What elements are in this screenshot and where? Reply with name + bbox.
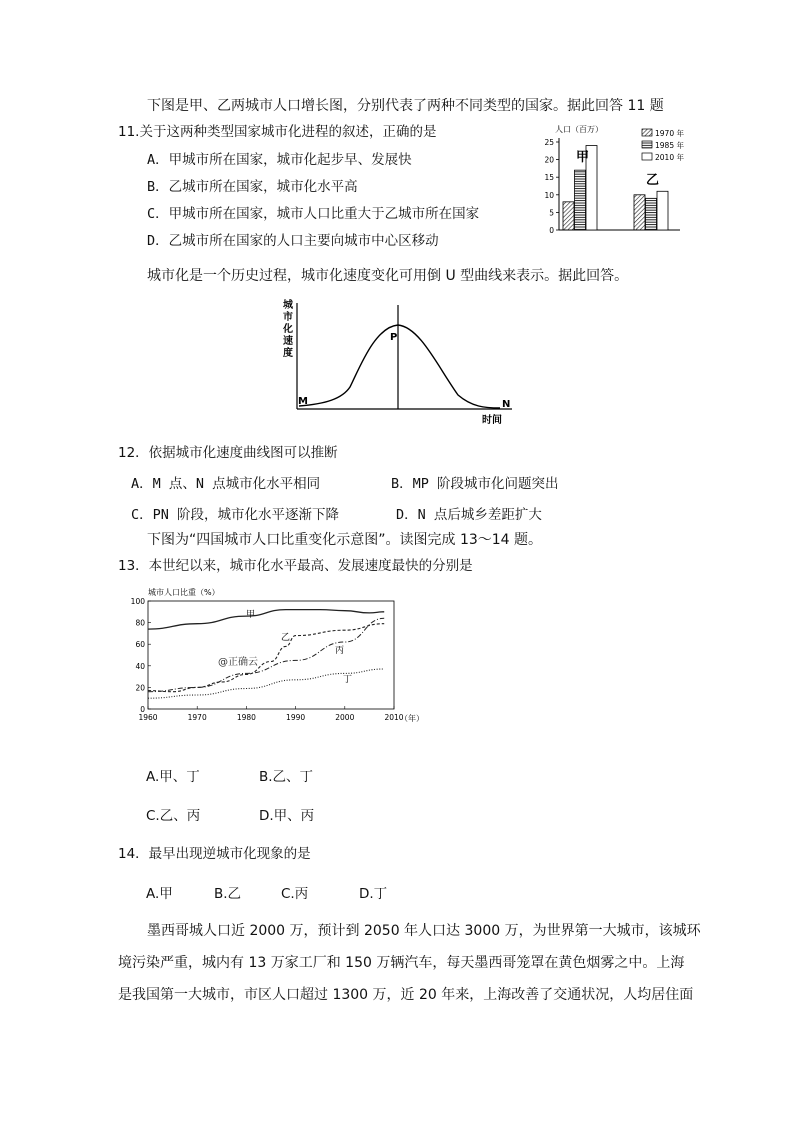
line-xtick-label: 2010 bbox=[384, 713, 404, 722]
bar-乙-1985年 bbox=[646, 198, 657, 230]
line-chart-ylabel: 城市人口比重（%） bbox=[148, 588, 220, 597]
bar-ytick-label: 15 bbox=[544, 173, 554, 183]
bar-ytick-label: 25 bbox=[544, 138, 554, 147]
q11-option-a: A．甲城市所在国家，城市化起步早、发展快 bbox=[147, 152, 412, 168]
curve-point-p: P bbox=[390, 332, 398, 343]
line-ytick-label: 60 bbox=[135, 640, 145, 650]
curve-ylabel-char-4: 速 bbox=[283, 336, 293, 347]
bar-group-label-yi: 乙 bbox=[646, 173, 660, 188]
series-label-jia: 甲 bbox=[246, 610, 256, 620]
q13-option-c: C.乙、丙 bbox=[146, 808, 201, 824]
bar-group-label-jia: 甲 bbox=[576, 150, 590, 165]
q11-option-c: C．甲城市所在国家，城市人口比重大于乙城市所在国家 bbox=[147, 206, 480, 222]
passage-line-1: 墨西哥城人口近 2000 万，预计到 2050 年人口达 3000 万，为世界第一大城市，该城环 bbox=[147, 923, 701, 939]
series-line-甲 bbox=[148, 610, 384, 630]
legend-label-2010: 2010 年 bbox=[655, 153, 684, 162]
curve-point-n: N bbox=[502, 399, 511, 410]
curve-ylabel-char-1: 城 bbox=[283, 300, 293, 311]
line-ytick-label: 40 bbox=[135, 661, 145, 671]
line-ytick-label: 0 bbox=[140, 705, 145, 714]
legend-swatch-1985 bbox=[642, 141, 652, 148]
line-xtick-label: 1990 bbox=[286, 713, 306, 722]
passage-line-2: 境污染严重，城内有 13 万家工厂和 150 万辆汽车，每天墨西哥笼罩在黄色烟雾之中。上海 bbox=[118, 955, 685, 971]
q13-option-d: D.甲、丙 bbox=[259, 808, 315, 824]
bar-乙-2010年 bbox=[657, 191, 668, 230]
series-label-bing: 丙 bbox=[335, 646, 345, 656]
line-xtick-label: 1980 bbox=[236, 713, 256, 722]
curve-xlabel: 时间 bbox=[482, 415, 502, 426]
q11-option-d: D．乙城市所在国家的人口主要向城市中心区移动 bbox=[147, 233, 439, 249]
q14-option-a: A.甲 bbox=[146, 886, 173, 902]
curve-ylabel-char-5: 度 bbox=[283, 348, 293, 359]
q12-option-a: A．M 点、N 点城市化水平相同 bbox=[131, 476, 321, 492]
q12-option-d: D．N 点后城乡差距扩大 bbox=[396, 507, 542, 523]
series-label-ding: 丁 bbox=[343, 675, 353, 685]
q12-option-b: B．MP 阶段城市化问题突出 bbox=[391, 476, 559, 492]
line-ytick-label: 20 bbox=[135, 683, 145, 693]
q11-option-b: B．乙城市所在国家，城市化水平高 bbox=[147, 179, 358, 195]
curve-point-m: M bbox=[298, 396, 308, 407]
bar-chart-ylabel: 人口（百万） bbox=[555, 125, 603, 134]
q14-option-c: C.丙 bbox=[281, 886, 309, 902]
line-xtick-label: 2000 bbox=[335, 713, 355, 722]
line-xtick-label: 1970 bbox=[187, 713, 207, 722]
bar-ytick-label: 5 bbox=[549, 208, 554, 218]
q12-stem: 12．依据城市化速度曲线图可以推断 bbox=[118, 445, 338, 461]
legend-swatch-2010 bbox=[642, 153, 652, 160]
q11-stem: 11.关于这两种类型国家城市化进程的叙述，正确的是 bbox=[118, 124, 437, 140]
legend-swatch-1970 bbox=[642, 129, 652, 136]
bar-甲-1970年 bbox=[563, 202, 574, 230]
line-xtick-label: 1960 bbox=[138, 713, 158, 722]
q14-stem: 14．最早出现逆城市化现象的是 bbox=[118, 846, 311, 862]
watermark-text: @正确云 bbox=[218, 657, 258, 668]
intro-11: 下图是甲、乙两城市人口增长图，分别代表了两种不同类型的国家。据此回答 11 题 bbox=[147, 98, 664, 114]
q14-option-b: B.乙 bbox=[214, 886, 242, 902]
series-label-yi: 乙 bbox=[281, 633, 291, 643]
curve-ylabel-char-2: 市 bbox=[283, 312, 293, 323]
passage-line-3: 是我国第一大城市，市区人口超过 1300 万，近 20 年来，上海改善了交通状况，人均居住面 bbox=[118, 987, 694, 1003]
q13-stem: 13．本世纪以来，城市化水平最高、发展速度最快的分别是 bbox=[118, 558, 473, 574]
line-chart-xlabel: （年） bbox=[400, 714, 424, 723]
bar-ytick-label: 10 bbox=[544, 190, 554, 200]
intro-13: 下图为“四国城市人口比重变化示意图”。读图完成 13～14 题。 bbox=[147, 532, 543, 548]
legend-label-1970: 1970 年 bbox=[655, 129, 684, 138]
legend-label-1985: 1985 年 bbox=[655, 141, 684, 150]
line-chart-frame bbox=[148, 601, 394, 709]
urban-population-ratio-chart bbox=[118, 583, 428, 728]
population-bar-chart bbox=[535, 118, 710, 243]
line-ytick-label: 80 bbox=[135, 618, 145, 628]
urbanization-speed-curve bbox=[280, 295, 530, 430]
bar-乙-1970年 bbox=[634, 195, 645, 230]
q12-option-c: C．PN 阶段，城市化水平逐渐下降 bbox=[131, 507, 340, 523]
intro-12: 城市化是一个历史过程，城市化速度变化可用倒 U 型曲线来表示。据此回答。 bbox=[147, 268, 629, 284]
bar-ytick-label: 0 bbox=[549, 226, 554, 235]
q13-option-b: B.乙、丁 bbox=[259, 769, 314, 785]
curve-inverted-u bbox=[299, 325, 500, 408]
bar-ytick-label: 20 bbox=[544, 155, 554, 165]
q13-option-a: A.甲、丁 bbox=[146, 769, 200, 785]
curve-ylabel-char-3: 化 bbox=[283, 324, 293, 335]
line-ytick-label: 100 bbox=[130, 597, 145, 606]
bar-甲-1985年 bbox=[575, 170, 586, 230]
q14-option-d: D.丁 bbox=[359, 886, 388, 902]
